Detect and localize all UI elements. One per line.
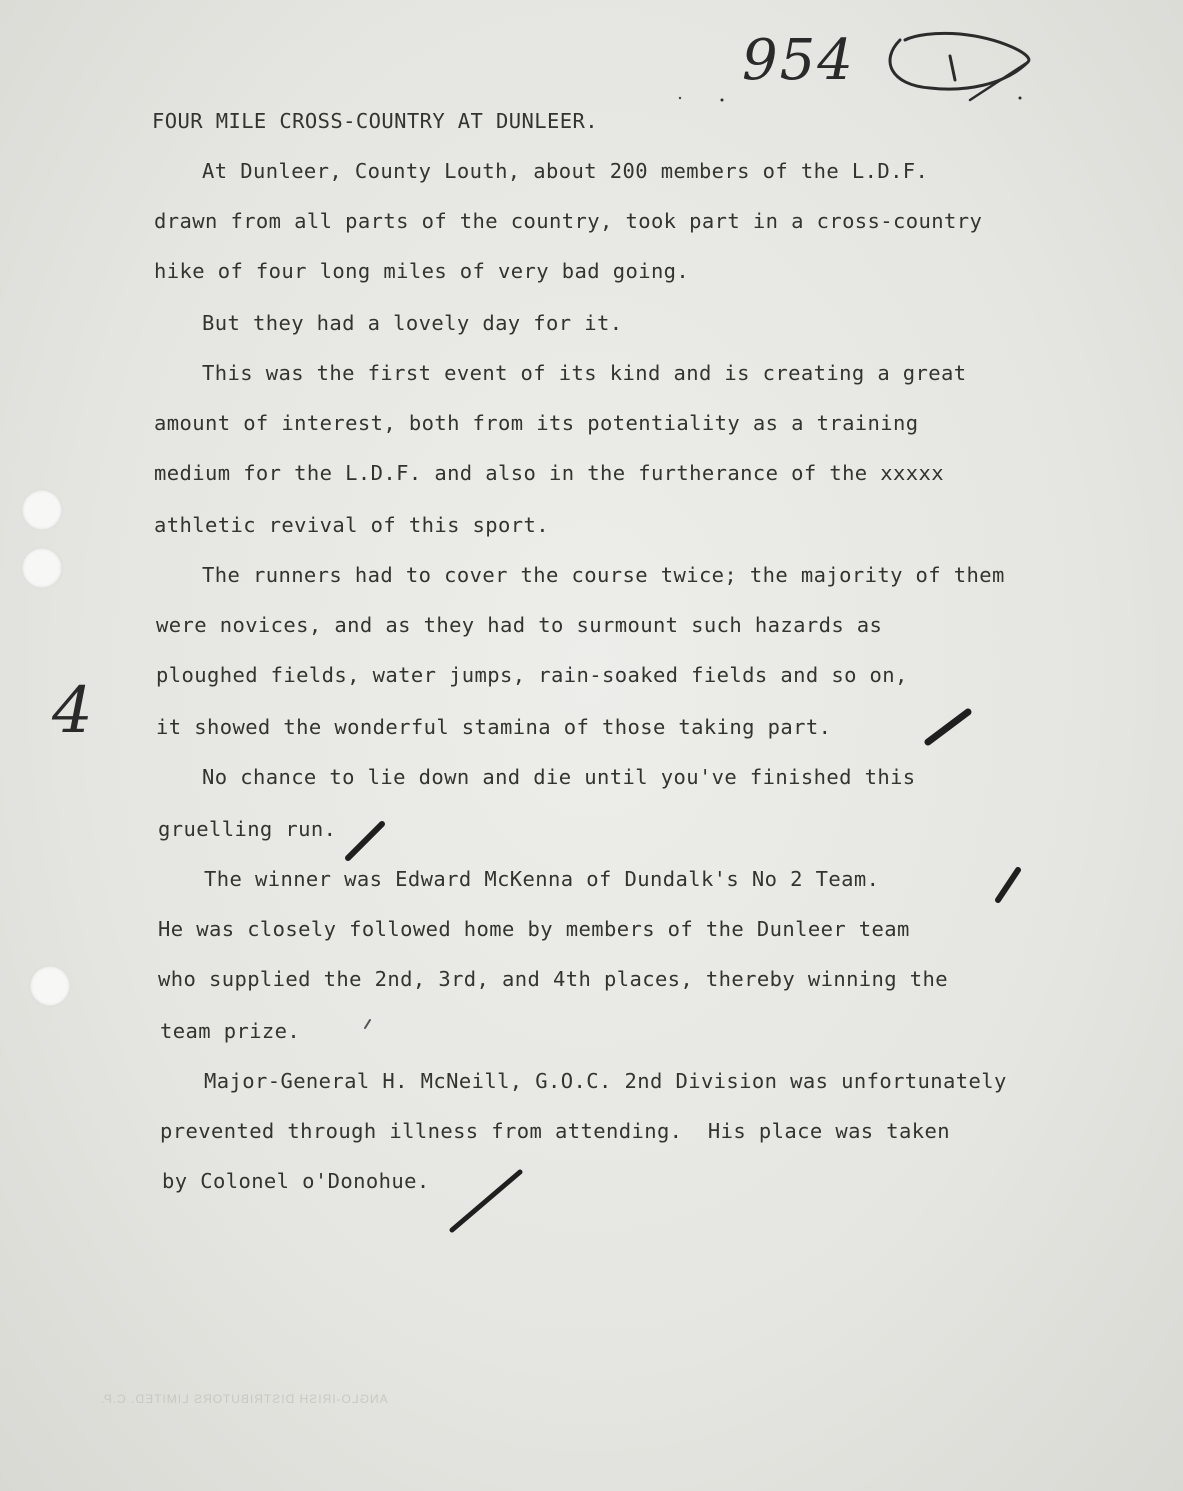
text-line: The runners had to cover the course twice; the majority of them [202, 563, 1005, 587]
text-line: team prize. [160, 1019, 301, 1043]
text-line: But they had a lovely day for it. [202, 311, 623, 335]
handwritten-margin-note: 4 [52, 674, 93, 748]
text-line: gruelling run. [158, 817, 337, 841]
text-line: medium for the L.D.F. and also in the furtherance of the xxxxx [154, 461, 945, 485]
text-line: Major-General H. McNeill, G.O.C. 2nd Division was unfortunately [204, 1069, 1007, 1093]
handwritten-page-number: 954 [742, 28, 855, 93]
text-line: At Dunleer, County Louth, about 200 members of the L.D.F. [202, 159, 929, 183]
text-line: prevented through illness from attending. His place was taken [160, 1119, 951, 1143]
text-line: The winner was Edward McKenna of Dundalk's No 2 Team. [204, 867, 880, 891]
text-line: He was closely followed home by members of the Dunleer team [158, 917, 910, 941]
text-line: hike of four long miles of very bad going. [154, 259, 690, 283]
text-line: drawn from all parts of the country, took part in a cross-country [154, 209, 983, 233]
text-line: it showed the wonderful stamina of those taking part. [156, 715, 832, 739]
text-line: were novices, and as they had to surmount such hazards as [156, 613, 883, 637]
text-line: by Colonel o'Donohue. [162, 1169, 430, 1193]
text-line: ploughed fields, water jumps, rain-soaked fields and so on, [156, 663, 908, 687]
text-line: No chance to lie down and die until you've finished this [202, 765, 916, 789]
text-line: who supplied the 2nd, 3rd, and 4th places, thereby winning the [158, 967, 949, 991]
text-line: This was the first event of its kind and is creating a great [202, 361, 967, 385]
mirrored-watermark: ANGLO-IRISH DISTRIBUTORS LIMITED. C.P. [100, 1392, 388, 1406]
text-line: athletic revival of this sport. [154, 513, 550, 537]
text-line: amount of interest, both from its potentiality as a training [154, 411, 919, 435]
document-title: FOUR MILE CROSS-COUNTRY AT DUNLEER. [152, 109, 598, 133]
